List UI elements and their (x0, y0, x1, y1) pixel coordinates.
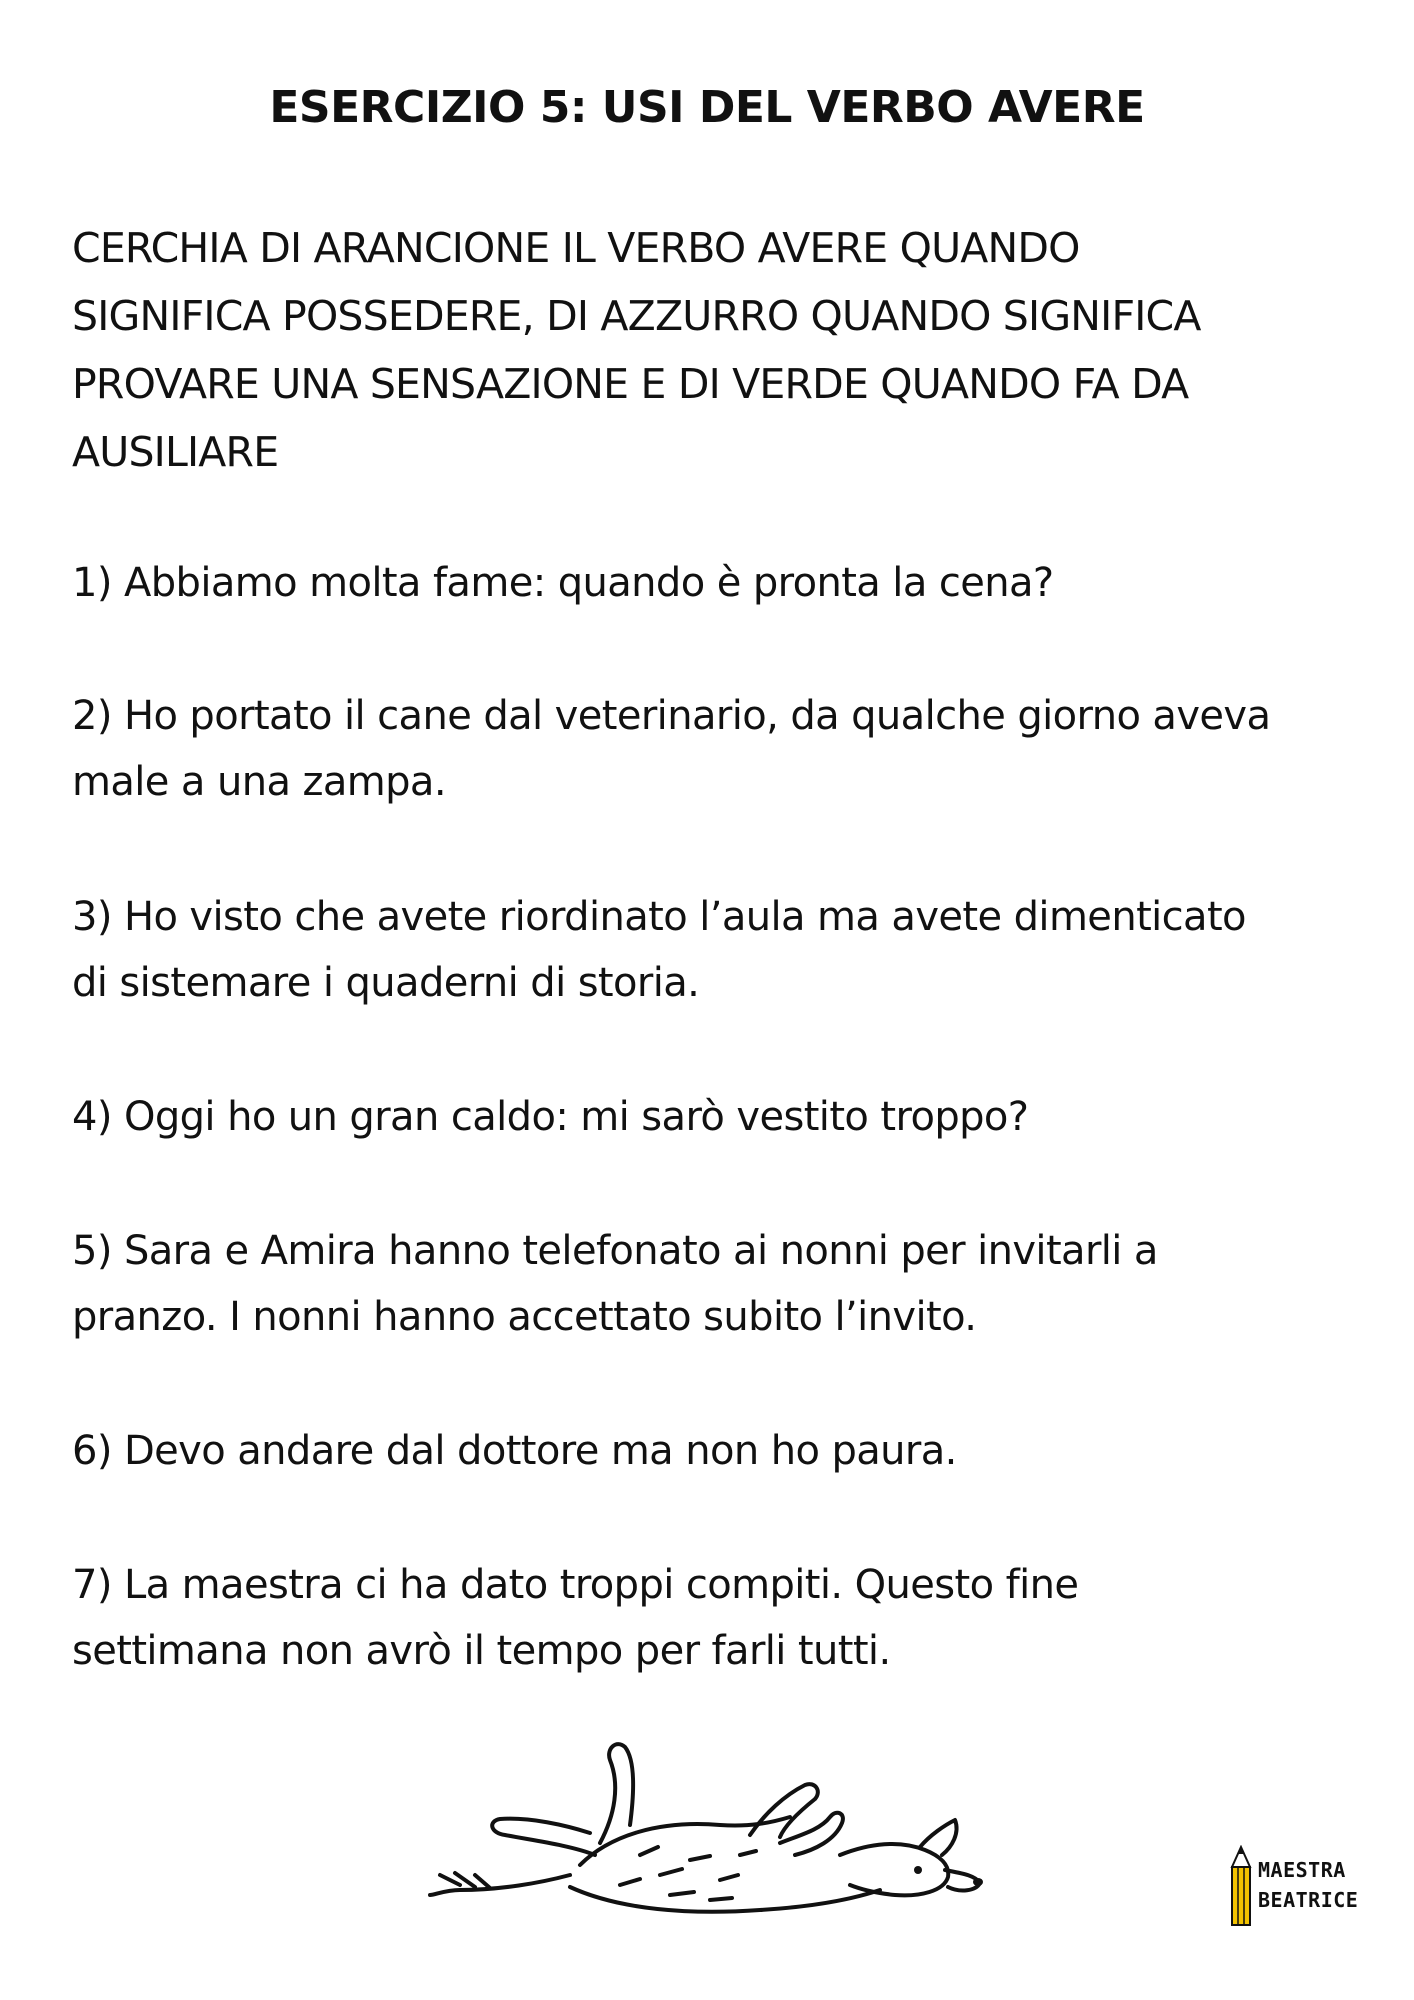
exercise-line: male a una zampa. (72, 759, 446, 805)
exercise-line: 7) La maestra ci ha dato troppi compiti. Questo fine (72, 1562, 1079, 1608)
exercise-line: 1) Abbiamo molta fame: quando è pronta la cena? (72, 560, 1054, 606)
pencil-icon (1230, 1845, 1252, 1927)
exercise-1 (72, 550, 1372, 616)
instructions-line: CERCHIA DI ARANCIONE IL VERBO AVERE QUANDO (72, 224, 1080, 272)
exercise-6 (72, 1418, 1372, 1484)
exercise-line: pranzo. I nonni hanno accettato subito l’invito. (72, 1294, 977, 1340)
instructions-line: SIGNIFICA POSSEDERE, DI AZZURRO QUANDO SIGNIFICA (72, 292, 1201, 340)
exercise-line: 5) Sara e Amira hanno telefonato ai nonni per invitarli a (72, 1228, 1158, 1274)
exercise-2 (72, 683, 1372, 815)
instructions-line: AUSILIARE (72, 428, 279, 476)
brand-logo (1230, 1845, 1370, 1927)
page-title: ESERCIZIO 5: USI DEL VERBO AVERE (269, 82, 1145, 133)
dog-rolling-icon (420, 1725, 1000, 1940)
exercise-line: di sistemare i quaderni di storia. (72, 960, 700, 1006)
exercise-line: 2) Ho portato il cane dal veterinario, da qualche giorno aveva (72, 693, 1271, 739)
instructions (72, 214, 1352, 486)
logo-line-1: MAESTRA (1258, 1858, 1346, 1882)
exercise-line: 3) Ho visto che avete riordinato l’aula ma avete dimenticato (72, 894, 1246, 940)
exercise-3 (72, 884, 1372, 1016)
exercise-7 (72, 1552, 1372, 1684)
exercise-line: settimana non avrò il tempo per farli tutti. (72, 1628, 891, 1674)
exercise-line: 4) Oggi ho un gran caldo: mi sarò vestito troppo? (72, 1094, 1029, 1140)
exercise-line: 6) Devo andare dal dottore ma non ho paura. (72, 1428, 957, 1474)
instructions-line: PROVARE UNA SENSAZIONE E DI VERDE QUANDO FA DA (72, 360, 1189, 408)
exercise-4 (72, 1084, 1372, 1150)
exercise-5 (72, 1218, 1372, 1350)
logo-line-2: BEATRICE (1258, 1888, 1359, 1912)
